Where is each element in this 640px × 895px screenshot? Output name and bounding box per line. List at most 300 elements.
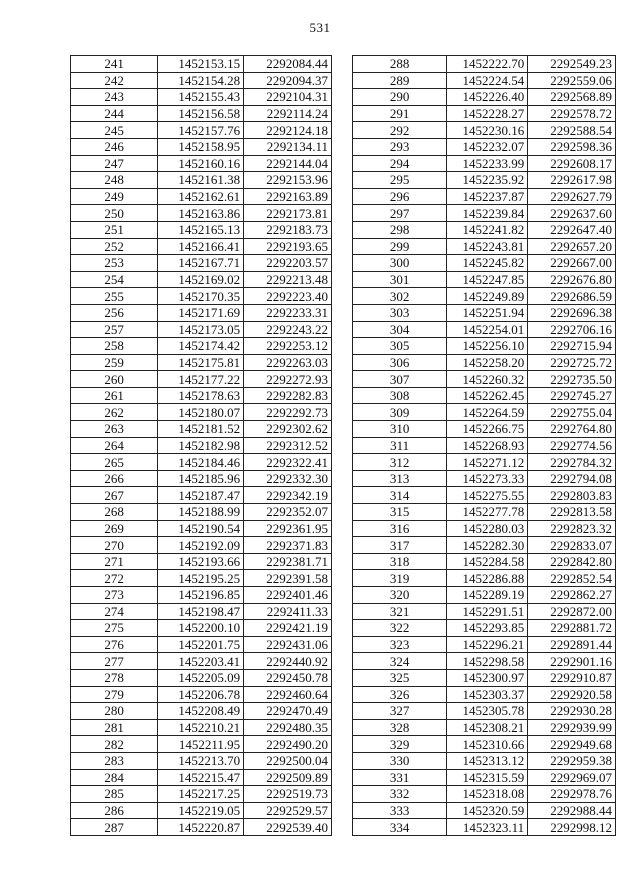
y-coordinate-cell: 2292735.50 xyxy=(528,371,616,388)
table-row xyxy=(71,255,332,272)
y-coordinate-cell: 2292529.57 xyxy=(244,802,332,819)
x-coordinate-cell: 1452277.78 xyxy=(447,504,528,521)
table-row xyxy=(353,221,616,238)
x-coordinate-cell: 1452198.47 xyxy=(158,603,244,620)
point-number-cell: 287 xyxy=(71,819,158,836)
y-coordinate-cell: 2292578.72 xyxy=(528,105,616,122)
y-coordinate-cell: 2292223.40 xyxy=(244,288,332,305)
x-coordinate-cell: 1452230.16 xyxy=(447,122,528,139)
point-number-cell: 266 xyxy=(71,470,158,487)
x-coordinate-cell: 1452243.81 xyxy=(447,238,528,255)
x-coordinate-cell: 1452162.61 xyxy=(158,188,244,205)
x-coordinate-cell: 1452217.25 xyxy=(158,786,244,803)
y-coordinate-cell: 2292755.04 xyxy=(528,404,616,421)
point-number-cell: 286 xyxy=(71,802,158,819)
point-number-cell: 247 xyxy=(71,155,158,172)
point-number-cell: 318 xyxy=(353,553,447,570)
point-number-cell: 292 xyxy=(353,122,447,139)
table-row xyxy=(71,122,332,139)
x-coordinate-cell: 1452166.41 xyxy=(158,238,244,255)
table-row xyxy=(71,155,332,172)
x-coordinate-cell: 1452315.59 xyxy=(447,769,528,786)
y-coordinate-cell: 2292901.16 xyxy=(528,653,616,670)
y-coordinate-cell: 2292539.40 xyxy=(244,819,332,836)
table-row xyxy=(71,736,332,753)
table-row xyxy=(353,371,616,388)
table-row xyxy=(353,487,616,504)
point-number-cell: 307 xyxy=(353,371,447,388)
x-coordinate-cell: 1452303.37 xyxy=(447,686,528,703)
table-row xyxy=(71,138,332,155)
table-row xyxy=(353,819,616,836)
y-coordinate-cell: 2292794.08 xyxy=(528,470,616,487)
point-number-cell: 314 xyxy=(353,487,447,504)
point-number-cell: 313 xyxy=(353,470,447,487)
table-row xyxy=(353,255,616,272)
point-number-cell: 285 xyxy=(71,786,158,803)
x-coordinate-cell: 1452188.99 xyxy=(158,504,244,521)
y-coordinate-cell: 2292872.00 xyxy=(528,603,616,620)
y-coordinate-cell: 2292598.36 xyxy=(528,138,616,155)
point-number-cell: 294 xyxy=(353,155,447,172)
x-coordinate-cell: 1452192.09 xyxy=(158,537,244,554)
table-row xyxy=(353,321,616,338)
y-coordinate-cell: 2292332.30 xyxy=(244,470,332,487)
x-coordinate-cell: 1452296.21 xyxy=(447,636,528,653)
point-number-cell: 244 xyxy=(71,105,158,122)
point-number-cell: 309 xyxy=(353,404,447,421)
y-coordinate-cell: 2292998.12 xyxy=(528,819,616,836)
x-coordinate-cell: 1452175.81 xyxy=(158,354,244,371)
x-coordinate-cell: 1452284.58 xyxy=(447,553,528,570)
x-coordinate-cell: 1452180.07 xyxy=(158,404,244,421)
coordinate-table-right xyxy=(352,55,616,836)
point-number-cell: 326 xyxy=(353,686,447,703)
point-number-cell: 257 xyxy=(71,321,158,338)
table-row xyxy=(71,56,332,73)
x-coordinate-cell: 1452184.46 xyxy=(158,454,244,471)
point-number-cell: 250 xyxy=(71,205,158,222)
point-number-cell: 258 xyxy=(71,338,158,355)
y-coordinate-cell: 2292144.04 xyxy=(244,155,332,172)
point-number-cell: 322 xyxy=(353,620,447,637)
y-coordinate-cell: 2292213.48 xyxy=(244,271,332,288)
x-coordinate-cell: 1452245.82 xyxy=(447,255,528,272)
y-coordinate-cell: 2292401.46 xyxy=(244,587,332,604)
y-coordinate-cell: 2292094.37 xyxy=(244,72,332,89)
table-row xyxy=(353,404,616,421)
point-number-cell: 241 xyxy=(71,56,158,73)
table-row xyxy=(353,56,616,73)
x-coordinate-cell: 1452313.12 xyxy=(447,752,528,769)
table-row xyxy=(71,470,332,487)
y-coordinate-cell: 2292959.38 xyxy=(528,752,616,769)
point-number-cell: 252 xyxy=(71,238,158,255)
point-number-cell: 310 xyxy=(353,421,447,438)
table-row xyxy=(353,72,616,89)
x-coordinate-cell: 1452228.27 xyxy=(447,105,528,122)
y-coordinate-cell: 2292470.49 xyxy=(244,703,332,720)
x-coordinate-cell: 1452178.63 xyxy=(158,387,244,404)
table-row xyxy=(353,454,616,471)
y-coordinate-cell: 2292431.06 xyxy=(244,636,332,653)
point-number-cell: 276 xyxy=(71,636,158,653)
table-row xyxy=(71,288,332,305)
table-row xyxy=(353,719,616,736)
y-coordinate-cell: 2292715.94 xyxy=(528,338,616,355)
y-coordinate-cell: 2292460.64 xyxy=(244,686,332,703)
table-row xyxy=(71,703,332,720)
point-number-cell: 253 xyxy=(71,255,158,272)
y-coordinate-cell: 2292114.24 xyxy=(244,105,332,122)
table-row xyxy=(353,769,616,786)
point-number-cell: 315 xyxy=(353,504,447,521)
x-coordinate-cell: 1452171.69 xyxy=(158,304,244,321)
point-number-cell: 263 xyxy=(71,421,158,438)
point-number-cell: 332 xyxy=(353,786,447,803)
y-coordinate-cell: 2292891.44 xyxy=(528,636,616,653)
point-number-cell: 272 xyxy=(71,570,158,587)
table-row xyxy=(353,421,616,438)
table-row xyxy=(353,686,616,703)
table-row xyxy=(71,520,332,537)
y-coordinate-cell: 2292568.89 xyxy=(528,89,616,106)
point-number-cell: 288 xyxy=(353,56,447,73)
table-row xyxy=(71,371,332,388)
point-number-cell: 319 xyxy=(353,570,447,587)
x-coordinate-cell: 1452266.75 xyxy=(447,421,528,438)
point-number-cell: 278 xyxy=(71,669,158,686)
x-coordinate-cell: 1452155.43 xyxy=(158,89,244,106)
y-coordinate-cell: 2292292.73 xyxy=(244,404,332,421)
x-coordinate-cell: 1452163.86 xyxy=(158,205,244,222)
table-row xyxy=(353,271,616,288)
y-coordinate-cell: 2292272.93 xyxy=(244,371,332,388)
table-row xyxy=(71,504,332,521)
x-coordinate-cell: 1452280.03 xyxy=(447,520,528,537)
point-number-cell: 290 xyxy=(353,89,447,106)
y-coordinate-cell: 2292676.80 xyxy=(528,271,616,288)
point-number-cell: 279 xyxy=(71,686,158,703)
table-row xyxy=(71,669,332,686)
table-row xyxy=(71,188,332,205)
table-row xyxy=(71,221,332,238)
y-coordinate-cell: 2292302.62 xyxy=(244,421,332,438)
coordinate-table-right-body xyxy=(353,56,616,836)
point-number-cell: 311 xyxy=(353,437,447,454)
point-number-cell: 333 xyxy=(353,802,447,819)
point-number-cell: 312 xyxy=(353,454,447,471)
point-number-cell: 248 xyxy=(71,172,158,189)
point-number-cell: 317 xyxy=(353,537,447,554)
table-row xyxy=(71,603,332,620)
point-number-cell: 295 xyxy=(353,172,447,189)
x-coordinate-cell: 1452211.95 xyxy=(158,736,244,753)
table-row xyxy=(71,769,332,786)
x-coordinate-cell: 1452187.47 xyxy=(158,487,244,504)
x-coordinate-cell: 1452233.99 xyxy=(447,155,528,172)
coordinate-table-left-body xyxy=(71,56,332,836)
y-coordinate-cell: 2292608.17 xyxy=(528,155,616,172)
point-number-cell: 259 xyxy=(71,354,158,371)
x-coordinate-cell: 1452262.45 xyxy=(447,387,528,404)
point-number-cell: 262 xyxy=(71,404,158,421)
point-number-cell: 302 xyxy=(353,288,447,305)
y-coordinate-cell: 2292667.00 xyxy=(528,255,616,272)
y-coordinate-cell: 2292696.38 xyxy=(528,304,616,321)
y-coordinate-cell: 2292920.58 xyxy=(528,686,616,703)
table-row xyxy=(71,636,332,653)
y-coordinate-cell: 2292322.41 xyxy=(244,454,332,471)
point-number-cell: 269 xyxy=(71,520,158,537)
table-row xyxy=(353,669,616,686)
point-number-cell: 329 xyxy=(353,736,447,753)
x-coordinate-cell: 1452210.21 xyxy=(158,719,244,736)
y-coordinate-cell: 2292183.73 xyxy=(244,221,332,238)
table-row xyxy=(353,155,616,172)
y-coordinate-cell: 2292233.31 xyxy=(244,304,332,321)
point-number-cell: 261 xyxy=(71,387,158,404)
y-coordinate-cell: 2292519.73 xyxy=(244,786,332,803)
point-number-cell: 299 xyxy=(353,238,447,255)
point-number-cell: 242 xyxy=(71,72,158,89)
y-coordinate-cell: 2292910.87 xyxy=(528,669,616,686)
point-number-cell: 268 xyxy=(71,504,158,521)
x-coordinate-cell: 1452268.93 xyxy=(447,437,528,454)
y-coordinate-cell: 2292253.12 xyxy=(244,338,332,355)
y-coordinate-cell: 2292706.16 xyxy=(528,321,616,338)
x-coordinate-cell: 1452219.05 xyxy=(158,802,244,819)
table-row xyxy=(353,504,616,521)
point-number-cell: 271 xyxy=(71,553,158,570)
x-coordinate-cell: 1452247.85 xyxy=(447,271,528,288)
table-row xyxy=(71,570,332,587)
x-coordinate-cell: 1452286.88 xyxy=(447,570,528,587)
point-number-cell: 273 xyxy=(71,587,158,604)
table-row xyxy=(353,437,616,454)
table-row xyxy=(71,752,332,769)
x-coordinate-cell: 1452305.78 xyxy=(447,703,528,720)
y-coordinate-cell: 2292263.03 xyxy=(244,354,332,371)
x-coordinate-cell: 1452215.47 xyxy=(158,769,244,786)
x-coordinate-cell: 1452174.42 xyxy=(158,338,244,355)
x-coordinate-cell: 1452293.85 xyxy=(447,620,528,637)
y-coordinate-cell: 2292833.07 xyxy=(528,537,616,554)
table-row xyxy=(71,89,332,106)
y-coordinate-cell: 2292549.23 xyxy=(528,56,616,73)
y-coordinate-cell: 2292104.31 xyxy=(244,89,332,106)
point-number-cell: 293 xyxy=(353,138,447,155)
y-coordinate-cell: 2292411.33 xyxy=(244,603,332,620)
y-coordinate-cell: 2292881.72 xyxy=(528,620,616,637)
table-row xyxy=(353,603,616,620)
table-row xyxy=(353,205,616,222)
coordinate-table-left xyxy=(70,55,332,836)
x-coordinate-cell: 1452258.20 xyxy=(447,354,528,371)
x-coordinate-cell: 1452271.12 xyxy=(447,454,528,471)
y-coordinate-cell: 2292163.89 xyxy=(244,188,332,205)
point-number-cell: 300 xyxy=(353,255,447,272)
y-coordinate-cell: 2292480.35 xyxy=(244,719,332,736)
y-coordinate-cell: 2292243.22 xyxy=(244,321,332,338)
table-row xyxy=(353,636,616,653)
y-coordinate-cell: 2292803.83 xyxy=(528,487,616,504)
point-number-cell: 267 xyxy=(71,487,158,504)
x-coordinate-cell: 1452308.21 xyxy=(447,719,528,736)
page-number: 531 xyxy=(309,20,331,35)
x-coordinate-cell: 1452226.40 xyxy=(447,89,528,106)
y-coordinate-cell: 2292193.65 xyxy=(244,238,332,255)
x-coordinate-cell: 1452169.02 xyxy=(158,271,244,288)
x-coordinate-cell: 1452196.85 xyxy=(158,587,244,604)
table-row xyxy=(353,653,616,670)
x-coordinate-cell: 1452161.38 xyxy=(158,172,244,189)
x-coordinate-cell: 1452239.84 xyxy=(447,205,528,222)
table-row xyxy=(71,105,332,122)
table-row xyxy=(71,653,332,670)
y-coordinate-cell: 2292559.06 xyxy=(528,72,616,89)
point-number-cell: 325 xyxy=(353,669,447,686)
x-coordinate-cell: 1452157.76 xyxy=(158,122,244,139)
x-coordinate-cell: 1452264.59 xyxy=(447,404,528,421)
table-row xyxy=(353,338,616,355)
x-coordinate-cell: 1452222.70 xyxy=(447,56,528,73)
table-row xyxy=(71,437,332,454)
point-number-cell: 264 xyxy=(71,437,158,454)
y-coordinate-cell: 2292371.83 xyxy=(244,537,332,554)
point-number-cell: 296 xyxy=(353,188,447,205)
y-coordinate-cell: 2292939.99 xyxy=(528,719,616,736)
x-coordinate-cell: 1452318.08 xyxy=(447,786,528,803)
table-row xyxy=(71,819,332,836)
y-coordinate-cell: 2292084.44 xyxy=(244,56,332,73)
x-coordinate-cell: 1452260.32 xyxy=(447,371,528,388)
table-row xyxy=(71,338,332,355)
table-row xyxy=(353,188,616,205)
table-row xyxy=(353,802,616,819)
point-number-cell: 265 xyxy=(71,454,158,471)
x-coordinate-cell: 1452185.96 xyxy=(158,470,244,487)
point-number-cell: 281 xyxy=(71,719,158,736)
x-coordinate-cell: 1452256.10 xyxy=(447,338,528,355)
y-coordinate-cell: 2292686.59 xyxy=(528,288,616,305)
y-coordinate-cell: 2292930.28 xyxy=(528,703,616,720)
table-row xyxy=(353,105,616,122)
y-coordinate-cell: 2292774.56 xyxy=(528,437,616,454)
table-row xyxy=(71,454,332,471)
point-number-cell: 260 xyxy=(71,371,158,388)
y-coordinate-cell: 2292617.98 xyxy=(528,172,616,189)
y-coordinate-cell: 2292745.27 xyxy=(528,387,616,404)
point-number-cell: 323 xyxy=(353,636,447,653)
y-coordinate-cell: 2292852.54 xyxy=(528,570,616,587)
point-number-cell: 284 xyxy=(71,769,158,786)
x-coordinate-cell: 1452156.58 xyxy=(158,105,244,122)
x-coordinate-cell: 1452167.71 xyxy=(158,255,244,272)
table-row xyxy=(353,354,616,371)
y-coordinate-cell: 2292381.71 xyxy=(244,553,332,570)
y-coordinate-cell: 2292588.54 xyxy=(528,122,616,139)
table-row xyxy=(353,172,616,189)
y-coordinate-cell: 2292391.58 xyxy=(244,570,332,587)
table-row xyxy=(353,238,616,255)
point-number-cell: 243 xyxy=(71,89,158,106)
table-row xyxy=(71,172,332,189)
x-coordinate-cell: 1452160.16 xyxy=(158,155,244,172)
y-coordinate-cell: 2292421.19 xyxy=(244,620,332,637)
point-number-cell: 330 xyxy=(353,752,447,769)
x-coordinate-cell: 1452205.09 xyxy=(158,669,244,686)
point-number-cell: 320 xyxy=(353,587,447,604)
y-coordinate-cell: 2292949.68 xyxy=(528,736,616,753)
table-row xyxy=(71,354,332,371)
x-coordinate-cell: 1452165.13 xyxy=(158,221,244,238)
point-number-cell: 301 xyxy=(353,271,447,288)
table-row xyxy=(71,387,332,404)
point-number-cell: 308 xyxy=(353,387,447,404)
table-row xyxy=(71,786,332,803)
x-coordinate-cell: 1452275.55 xyxy=(447,487,528,504)
x-coordinate-cell: 1452200.10 xyxy=(158,620,244,637)
y-coordinate-cell: 2292862.27 xyxy=(528,587,616,604)
table-row xyxy=(71,271,332,288)
x-coordinate-cell: 1452235.92 xyxy=(447,172,528,189)
table-row xyxy=(353,138,616,155)
y-coordinate-cell: 2292312.52 xyxy=(244,437,332,454)
y-coordinate-cell: 2292124.18 xyxy=(244,122,332,139)
y-coordinate-cell: 2292440.92 xyxy=(244,653,332,670)
table-row xyxy=(353,736,616,753)
table-row xyxy=(71,304,332,321)
table-row xyxy=(71,205,332,222)
table-row xyxy=(71,72,332,89)
table-row xyxy=(71,719,332,736)
y-coordinate-cell: 2292153.96 xyxy=(244,172,332,189)
point-number-cell: 291 xyxy=(353,105,447,122)
table-row xyxy=(353,520,616,537)
table-row xyxy=(353,89,616,106)
x-coordinate-cell: 1452203.41 xyxy=(158,653,244,670)
y-coordinate-cell: 2292203.57 xyxy=(244,255,332,272)
x-coordinate-cell: 1452273.33 xyxy=(447,470,528,487)
y-coordinate-cell: 2292969.07 xyxy=(528,769,616,786)
y-coordinate-cell: 2292500.04 xyxy=(244,752,332,769)
table-row xyxy=(353,703,616,720)
point-number-cell: 331 xyxy=(353,769,447,786)
point-number-cell: 277 xyxy=(71,653,158,670)
x-coordinate-cell: 1452153.15 xyxy=(158,56,244,73)
y-coordinate-cell: 2292627.79 xyxy=(528,188,616,205)
x-coordinate-cell: 1452241.82 xyxy=(447,221,528,238)
table-row xyxy=(71,802,332,819)
x-coordinate-cell: 1452224.54 xyxy=(447,72,528,89)
table-row xyxy=(353,122,616,139)
table-row xyxy=(353,587,616,604)
point-number-cell: 304 xyxy=(353,321,447,338)
y-coordinate-cell: 2292988.44 xyxy=(528,802,616,819)
x-coordinate-cell: 1452289.19 xyxy=(447,587,528,604)
point-number-cell: 327 xyxy=(353,703,447,720)
y-coordinate-cell: 2292657.20 xyxy=(528,238,616,255)
x-coordinate-cell: 1452182.98 xyxy=(158,437,244,454)
x-coordinate-cell: 1452193.66 xyxy=(158,553,244,570)
y-coordinate-cell: 2292647.40 xyxy=(528,221,616,238)
y-coordinate-cell: 2292509.89 xyxy=(244,769,332,786)
x-coordinate-cell: 1452190.54 xyxy=(158,520,244,537)
point-number-cell: 255 xyxy=(71,288,158,305)
y-coordinate-cell: 2292842.80 xyxy=(528,553,616,570)
y-coordinate-cell: 2292342.19 xyxy=(244,487,332,504)
